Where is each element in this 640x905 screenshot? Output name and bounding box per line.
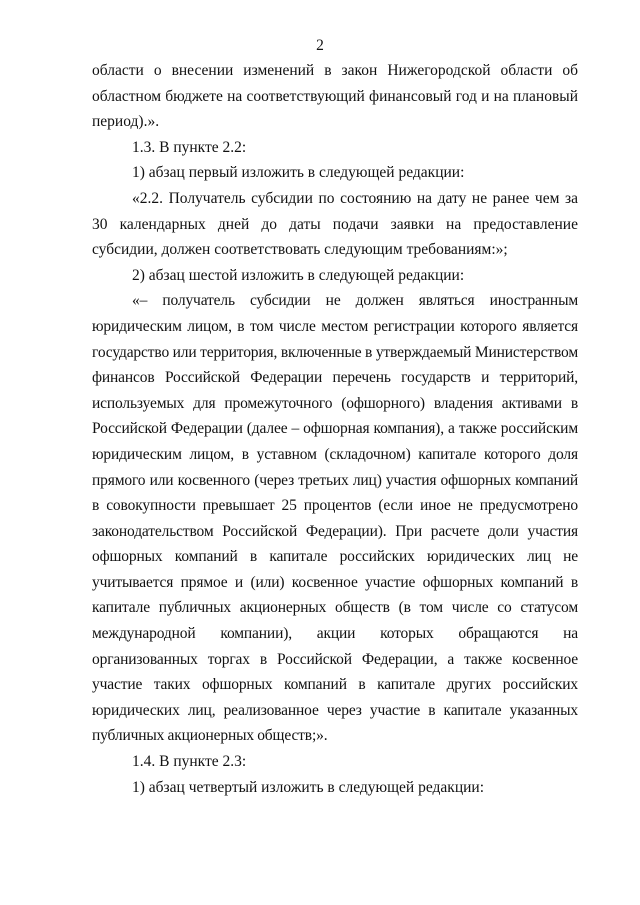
paragraph-section-1-3: 1.3. В пункте 2.2: <box>132 138 247 156</box>
paragraph-item-1-fourth-para: 1) абзац четвертый изложить в следующей редакции: <box>132 778 485 796</box>
paragraph-item-2-sixth-para: 2) абзац шестой изложить в следующей редакции: <box>132 266 465 284</box>
document-body <box>92 58 578 800</box>
page-number: 2 <box>316 37 324 54</box>
paragraph-item-1-first-para: 1) абзац первый изложить в следующей редакции: <box>132 164 465 182</box>
paragraph-section-1-4: 1.4. В пункте 2.3: <box>132 753 247 771</box>
paragraph-quote-offshore: «– получатель субсидии не должен являться иностранным юридическим лицом, в том числе местом регистрации которого является государство или территория, включенные в утверждаемый Министерством финансов Российской Федерации перечень государств и территорий, используемых для промежуточного (офшорного) владения активами в Российской Федерации (далее – офшорная компания), а также российским юридическим лицом, в уставном (складочном) капитале которого доля прямого или косвенного (через третьих лиц) участия офшорных компаний в совокупности превышает 25 процентов (если иное не предусмотрено законодательством Российской Федерации). При расчете доли участия офшорных компаний в капитале российских юридических лиц не учитывается прямое и (или) косвенное участие офшорных компаний в капитале публичных акционерных обществ (в том числе со статусом международной компании), акции которых обращаются на организованных торгах в Российской Федерации, а также косвенное участие таких офшорных компаний в капитале других российских юридических лиц, реализованное через участие в капитале указанных публичных акционерных обществ;». <box>92 292 578 745</box>
paragraph-continuation: области о внесении изменений в закон Нижегородской области об областном бюджете на соответствующий финансовый год и на плановый период).». <box>92 62 578 131</box>
paragraph-quote-2-2: «2.2. Получатель субсидии по состоянию на дату не ранее чем за 30 календарных дней до даты подачи заявки на предоставление субсидии, должен соответствовать следующим требованиям:»; <box>92 189 578 259</box>
